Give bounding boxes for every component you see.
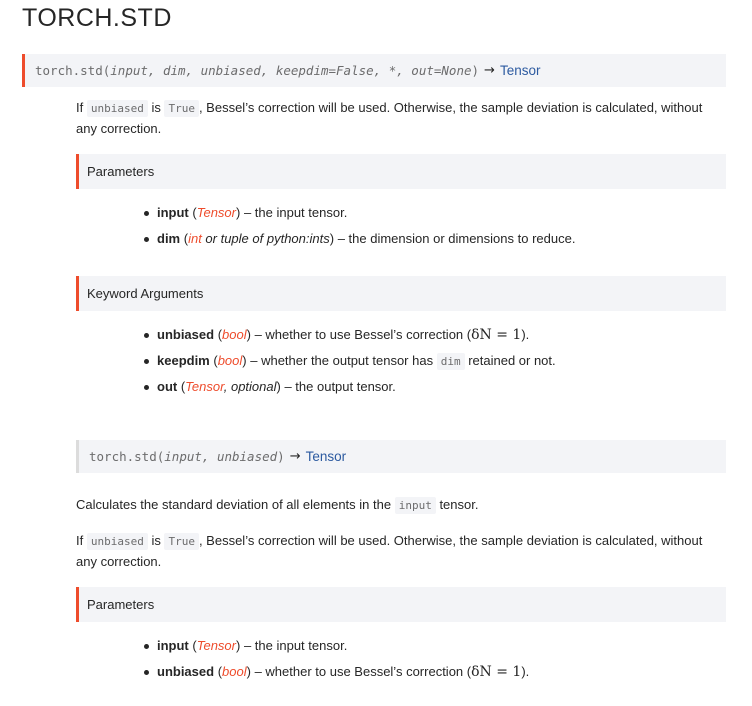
function-signature — [22, 54, 726, 87]
param-description: – whether to use Bessel’s correction ( — [250, 664, 472, 679]
text-span: , Bessel’s correction will be used. Otherwise, the sample deviation is calculated, without any correction. — [76, 100, 703, 136]
heading-label: Parameters — [87, 597, 155, 612]
param-description: – whether to use Bessel’s correction ( — [250, 327, 472, 342]
param-name: input — [157, 638, 189, 653]
text-span: is — [147, 533, 165, 548]
text-span: Calculates the standard deviation of all elements in the — [76, 497, 395, 512]
list-item: unbiased (bool) – whether to use Bessel’s correction (δN = 1). — [140, 322, 556, 348]
list-item: dim (int or tuple of python:ints) – the dimension or dimensions to reduce. — [140, 226, 575, 252]
list-item: input (Tensor) – the input tensor. — [140, 200, 575, 226]
signature-open-paren: ( — [156, 449, 165, 464]
inline-code: input — [395, 497, 436, 514]
inline-code: unbiased — [87, 100, 148, 117]
text-span: is — [147, 100, 165, 115]
description-paragraph — [76, 531, 726, 572]
text-span: If — [76, 533, 87, 548]
keyword-arguments-heading — [76, 276, 726, 311]
description-paragraph — [76, 98, 726, 139]
param-type-link[interactable]: Tensor — [196, 205, 236, 220]
heading-label: Keyword Arguments — [87, 286, 204, 301]
param-description-end: ). — [521, 327, 530, 342]
signature-open-paren: ( — [102, 63, 111, 78]
param-description-end: ). — [521, 664, 530, 679]
signature-name: torch.std — [35, 63, 103, 78]
param-description: – the output tensor. — [280, 379, 396, 394]
page-title: TORCH.STD — [22, 4, 172, 32]
param-name: input — [157, 205, 189, 220]
param-name: unbiased — [157, 664, 215, 679]
parameters-list — [140, 200, 575, 252]
return-type-link[interactable]: Tensor — [305, 449, 347, 464]
parameters-heading — [76, 587, 726, 622]
param-type-link[interactable]: bool — [222, 327, 247, 342]
inline-code: unbiased — [87, 533, 148, 550]
list-item: keepdim (bool) – whether the output tensor has dim retained or not. — [140, 348, 556, 374]
parameters-list — [140, 633, 529, 685]
math-expression: δN = 1 — [471, 327, 522, 343]
list-item: unbiased (bool) – whether to use Bessel’s correction (δN = 1). — [140, 659, 529, 685]
parameters-heading — [76, 154, 726, 189]
return-arrow-icon: → — [289, 449, 301, 464]
function-signature — [76, 440, 726, 473]
param-type-text: , optional — [223, 379, 277, 394]
param-description: – the input tensor. — [240, 638, 348, 653]
param-name: unbiased — [157, 327, 215, 342]
list-item: input (Tensor) – the input tensor. — [140, 633, 529, 659]
return-arrow-icon: → — [484, 63, 495, 78]
param-type-link[interactable]: Tensor — [196, 638, 236, 653]
text-span: , Bessel’s correction will be used. Otherwise, the sample deviation is calculated, without any correction. — [76, 533, 703, 569]
signature-close-paren: ) — [471, 63, 480, 78]
description-paragraph — [76, 495, 726, 516]
param-type-text: or tuple of python:ints — [201, 231, 330, 246]
keyword-arguments-list — [140, 322, 556, 400]
param-description: – whether the output tensor has — [246, 353, 437, 368]
signature-args: input, dim, unbiased, keepdim=False, *, out=None — [110, 63, 472, 78]
inline-code: dim — [437, 353, 465, 370]
signature-close-paren: ) — [277, 449, 285, 464]
param-type-link[interactable]: bool — [217, 353, 243, 368]
param-type-link[interactable]: int — [188, 231, 202, 246]
inline-code: True — [164, 533, 199, 550]
list-item: out (Tensor, optional) – the output tensor. — [140, 374, 556, 400]
text-span: tensor. — [435, 497, 479, 512]
param-description: – the dimension or dimensions to reduce. — [334, 231, 576, 246]
signature-args: input, unbiased — [164, 449, 278, 464]
param-name: keepdim — [157, 353, 210, 368]
param-type-link[interactable]: Tensor — [185, 379, 224, 394]
math-expression: δN = 1 — [471, 664, 522, 680]
param-description: – the input tensor. — [240, 205, 348, 220]
param-type-link[interactable]: bool — [222, 664, 247, 679]
param-name: out — [157, 379, 178, 394]
param-description-end: retained or not. — [464, 353, 556, 368]
param-name: dim — [157, 231, 181, 246]
inline-code: True — [164, 100, 199, 117]
signature-name: torch.std — [89, 449, 157, 464]
text-span: If — [76, 100, 87, 115]
return-type-link[interactable]: Tensor — [499, 63, 541, 78]
heading-label: Parameters — [87, 164, 155, 179]
